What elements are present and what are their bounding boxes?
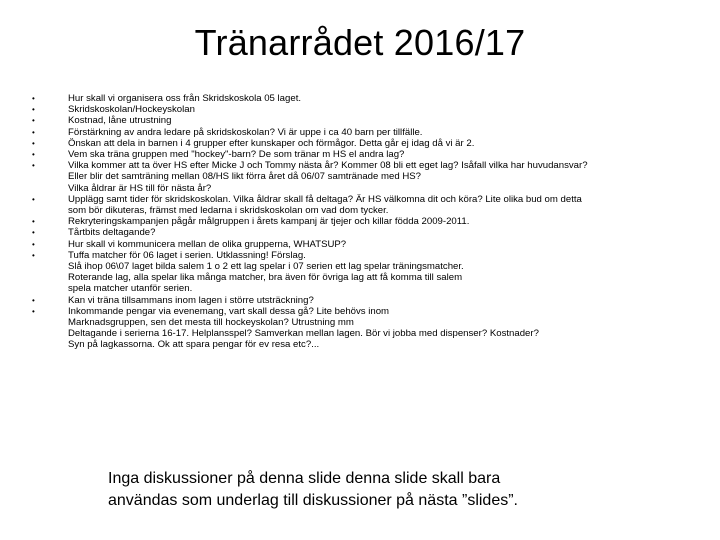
bullet-text: Upplägg samt tider för skridskoskolan. Vilka åldrar skall få deltaga? Är HS välkomna dit och köra? Lite olika bud om detta som bör dikuteras, främst med ledarna i skridskoskolan om vad dom tycker.: [68, 193, 582, 217]
bullet-item: [32, 306, 704, 351]
bullet-icon: •: [32, 217, 35, 227]
slide-title: Tränarrådet 2016/17: [194, 22, 526, 63]
bullet-icon: •: [32, 194, 35, 204]
bullet-text: Tuffa matcher för 06 laget i serien. Utklassning! Förslag. Slå ihop 06\07 laget bilda salem 1 o 2 ett lag spelar i 07 serien ett lag spelar träningsmatcher. Roterande lag, alla spelar lika många matcher, bra även för övriga lag att få komma till salem spela matcher utanför serien.: [68, 249, 464, 295]
bullet-item: [32, 194, 704, 216]
bullet-item: [32, 160, 704, 194]
bullet-item: [32, 149, 704, 160]
bullet-icon: •: [32, 250, 35, 260]
bullet-item: [32, 115, 704, 126]
bullet-text: Önskan att dela in barnen i 4 grupper efter kunskaper och förmågor. Detta går ej idag då vi är 2.: [68, 137, 475, 149]
bullet-icon: •: [32, 150, 35, 160]
bullet-icon: •: [32, 94, 35, 103]
bullet-item: [32, 93, 704, 104]
bullet-text: Vem ska träna gruppen med "hockey"-barn? De som tränar m HS el andra lag?: [68, 149, 405, 161]
bullet-text: Kan vi träna tillsammans inom lagen i större utsträckning?: [68, 294, 314, 306]
bullet-icon: •: [32, 228, 35, 238]
bullet-item: [32, 239, 704, 250]
footnote-line: Inga diskussioner på denna slide denna slide skall bara: [108, 470, 501, 487]
bullet-text: Förstärkning av andra ledare på skridskoskolan? Vi är uppe i ca 40 barn per tillfälle.: [68, 126, 423, 138]
bullet-icon: •: [32, 295, 35, 305]
bullet-text: Skridskoskolan/Hockeyskolan: [68, 104, 195, 116]
bullet-icon: •: [32, 116, 35, 126]
bullet-item: [32, 295, 704, 306]
bullet-item: [32, 216, 704, 227]
bullet-icon: •: [32, 105, 35, 115]
bullet-icon: •: [32, 239, 35, 249]
bullet-icon: •: [32, 138, 35, 148]
bullet-icon: •: [32, 306, 35, 316]
slide-footnote: [108, 468, 668, 512]
bullet-text: Kostnad, låne utrustning: [68, 115, 172, 127]
bullet-text: Rekryteringskampanjen pågår målgruppen i årets kampanj är tjejer och killar födda 2009-2011.: [68, 216, 470, 228]
bullet-icon: •: [32, 161, 35, 171]
bullet-item: [32, 227, 704, 238]
bullet-icon: •: [32, 127, 35, 137]
bullet-item: [32, 250, 704, 295]
bullet-text: Vilka kommer att ta över HS efter Micke J och Tommy nästa år? Kommer 08 bli ett eget lag? Isåfall vilka har huvudansvar? Eller blir det samträning mellan 08/HS likt förra året då 06/07 samtränade med HS? Vilka åldrar är HS till för nästa år?: [68, 160, 588, 194]
bullet-item: [32, 138, 704, 149]
bullet-text: Inkommande pengar via evenemang, vart skall dessa gå? Lite behövs inom Marknadsgruppen, sen det mesta till hockeyskolan? Utrustning mm Deltagande i serierna 16-17. Helplansspel? Samverkan mellan lagen. Bör vi jobba med dispenser? Kostnader? Syn på lagkassorna. Ok att spara pengar för ev resa etc?...: [68, 305, 539, 351]
bullet-item: [32, 127, 704, 138]
bullet-item: [32, 104, 704, 115]
agenda-bullet-list: [32, 93, 704, 351]
footnote-line: användas som underlag till diskussioner på nästa ”slides”.: [108, 492, 518, 509]
bullet-text: Hur skall vi organisera oss från Skridskoskola 05 laget.: [68, 93, 302, 104]
bullet-text: Hur skall vi kommunicera mellan de olika grupperna, WHATSUP?: [68, 238, 347, 250]
bullet-text: Tårtbits deltagande?: [68, 227, 156, 239]
